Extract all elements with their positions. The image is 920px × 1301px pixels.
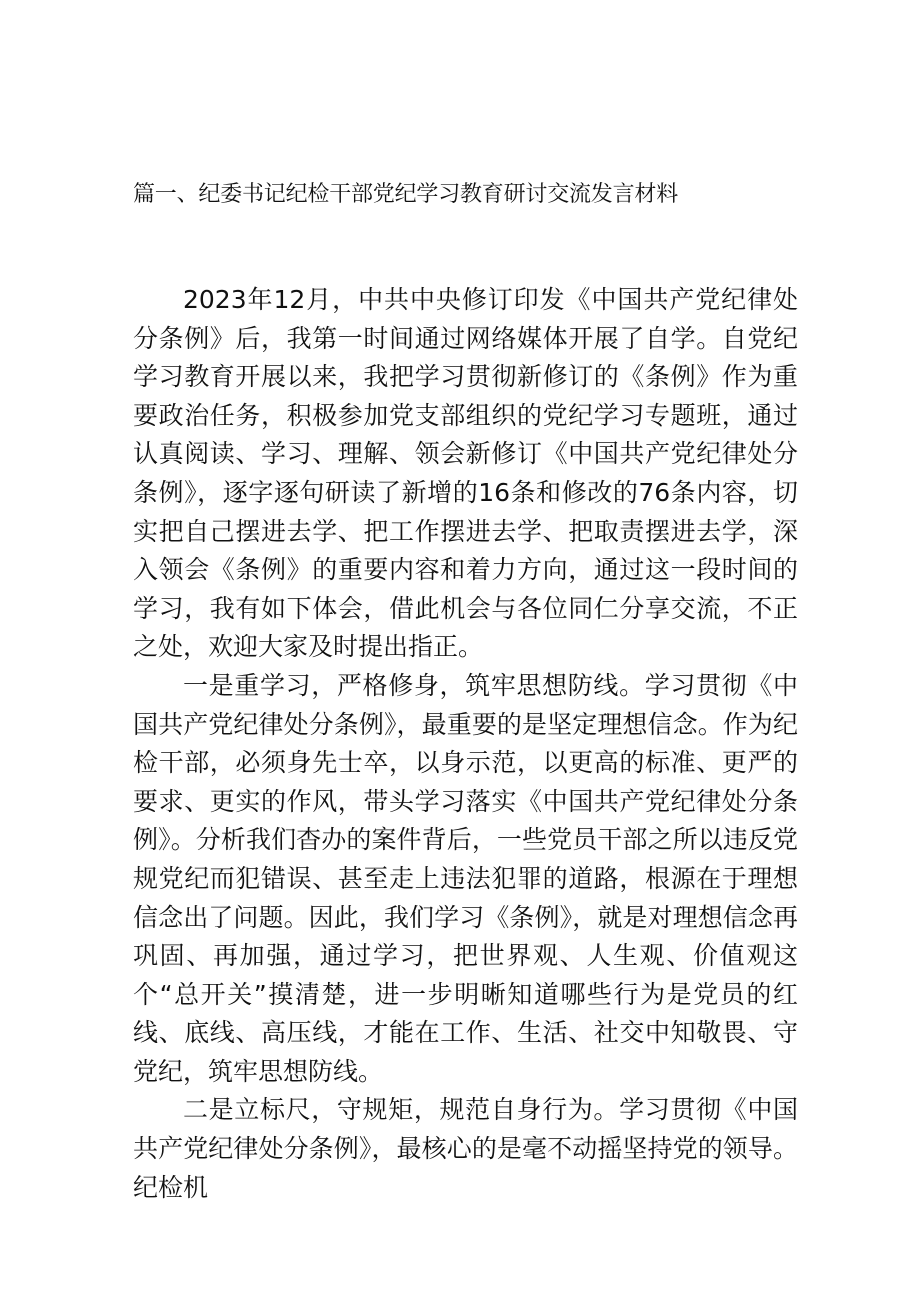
document-title: 篇一、纪委书记纪检干部党纪学习教育研讨交流发言材料 (133, 182, 679, 207)
document-body (133, 281, 798, 1207)
paragraph-point-one: 一是重学习，严格修身，筑牢思想防线。学习贯彻《中国共产党纪律处分条例》，最重要的是坚定理想信念。作为纪检干部，必须身先士卒，以身示范，以更高的标准、更严的要求、更实的作风，带头学习落实《中国共产党纪律处分条例》。分析我们杳办的案件背后，一些党员干部之所以违反党规党纪而犯错误、甚至走上违法犯罪的道路，根源在于理想信念出了问题。因此，我们学习《条例》，就是对理想信念再巩固、再加强，通过学习，把世界观、人生观、价值观这个“总开关”摸清楚，进一步明晰知道哪些行为是党员的红线、底线、高压线，才能在工作、生活、社交中知敬畏、守党纪，筑牢思想防线。 (133, 670, 798, 1086)
paragraph-point-two: 二是立标尺，守规矩，规范自身行为。学习贯彻《中国共产党纪律处分条例》，最核心的是毫不动摇坚持党的领导。纪检机 (133, 1095, 798, 1202)
paragraph-intro: 2023年12月，中共中央修订印发《中国共产党纪律处分条例》后，我第一时间通过网络媒体开展了自学。自党纪学习教育开展以来，我把学习贯彻新修订的《条例》作为重要政治任务，积极参加党支部组织的党纪学习专题班，通过认真阅读、学习、理解、领会新修订《中国共产党纪律处分条例》，逐字逐句研读了新增的16条和修改的76条内容，切实把自己摆进去学、把工作摆进去学、把取责摆进去学，深入领会《条例》的重要内容和着力方向，通过这一段时间的学习，我有如下体会，借此机会与各位同仁分享交流，不正之处，欢迎大家及时提出指正。 (133, 285, 798, 662)
